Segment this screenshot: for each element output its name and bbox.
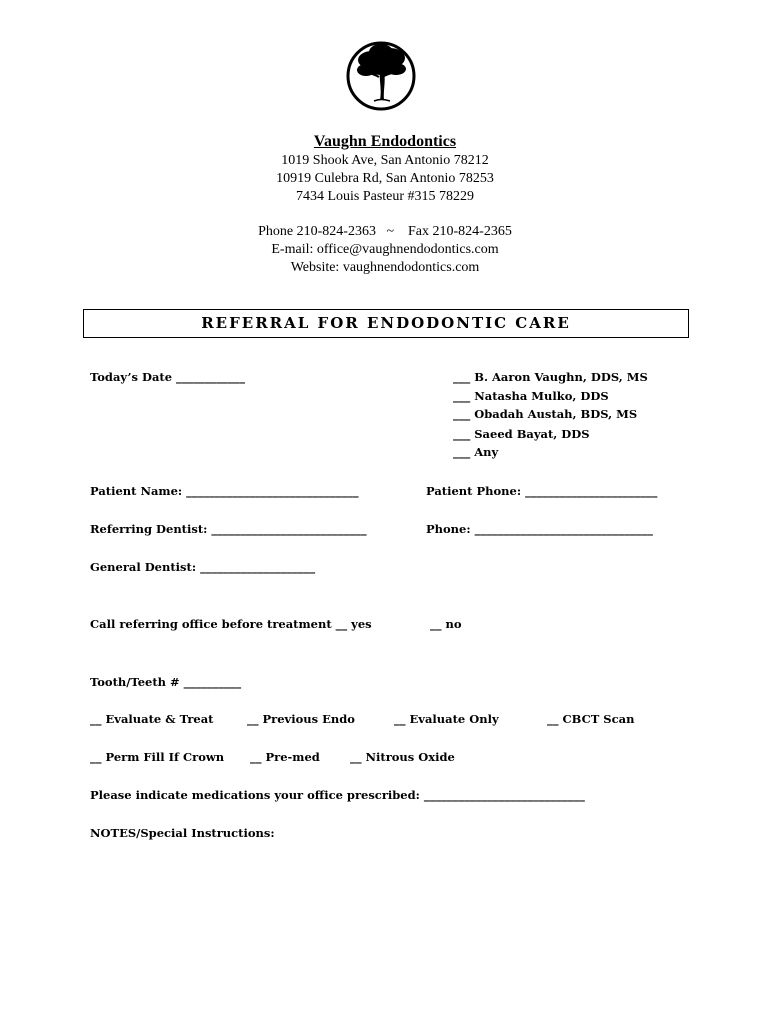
todays-date-field[interactable]: Today’s Date ____________ <box>90 370 246 384</box>
referring-phone-field[interactable]: Phone: _______________________________ <box>426 522 653 536</box>
phone-fax-line: Phone 210-824-2363 ~ Fax 210-824-2365 <box>258 224 512 239</box>
nitrous-oxide-option[interactable]: __ Nitrous Oxide <box>350 750 455 764</box>
perm-fill-option[interactable]: __ Perm Fill If Crown <box>90 750 225 764</box>
doctor-option-bayat[interactable]: ___ Saeed Bayat, DDS <box>453 427 590 441</box>
doctor-option-mulko[interactable]: ___ Natasha Mulko, DDS <box>453 389 609 403</box>
patient-phone-field[interactable]: Patient Phone: _______________________ <box>426 484 658 498</box>
tree-logo <box>346 30 416 122</box>
address-line-3: 7434 Louis Pasteur #315 78229 <box>295 189 475 204</box>
previous-endo-option[interactable]: __ Previous Endo <box>247 712 355 726</box>
tooth-number-field[interactable]: Tooth/Teeth # __________ <box>90 675 242 689</box>
medications-field[interactable]: Please indicate medications your office prescribed: ____________________________ <box>90 788 585 802</box>
form-title: REFERRAL FOR ENDODONTIC CARE <box>201 314 571 332</box>
notes-area[interactable] <box>90 848 690 1008</box>
doctor-option-vaughn[interactable]: ___ B. Aaron Vaughn, DDS, MS <box>453 370 648 384</box>
practice-name: Vaughn Endodontics <box>313 133 457 150</box>
call-office-no-option[interactable]: __ no <box>430 617 462 631</box>
notes-label: NOTES/Special Instructions: <box>90 826 275 840</box>
referring-dentist-field[interactable]: Referring Dentist: ___________________________ <box>90 522 367 536</box>
doctor-option-any[interactable]: ___ Any <box>453 445 499 459</box>
evaluate-treat-option[interactable]: __ Evaluate & Treat <box>90 712 214 726</box>
evaluate-only-option[interactable]: __ Evaluate Only <box>394 712 499 726</box>
email-line: E-mail: office@vaughnendodontics.com <box>271 242 499 257</box>
doctor-option-austah[interactable]: ___ Obadah Austah, BDS, MS <box>453 407 638 421</box>
cbct-scan-option[interactable]: __ CBCT Scan <box>547 712 635 726</box>
address-line-2: 10919 Culebra Rd, San Antonio 78253 <box>276 171 494 186</box>
call-office-yes-option[interactable]: Call referring office before treatment __ yes <box>90 617 372 631</box>
website-line: Website: vaughnendodontics.com <box>290 260 480 275</box>
patient-name-field[interactable]: Patient Name: ______________________________ <box>90 484 359 498</box>
address-line-1: 1019 Shook Ave, San Antonio 78212 <box>281 153 489 168</box>
pre-med-option[interactable]: __ Pre-med <box>250 750 320 764</box>
general-dentist-field[interactable]: General Dentist: ____________________ <box>90 560 316 574</box>
form-title-box <box>83 309 689 338</box>
